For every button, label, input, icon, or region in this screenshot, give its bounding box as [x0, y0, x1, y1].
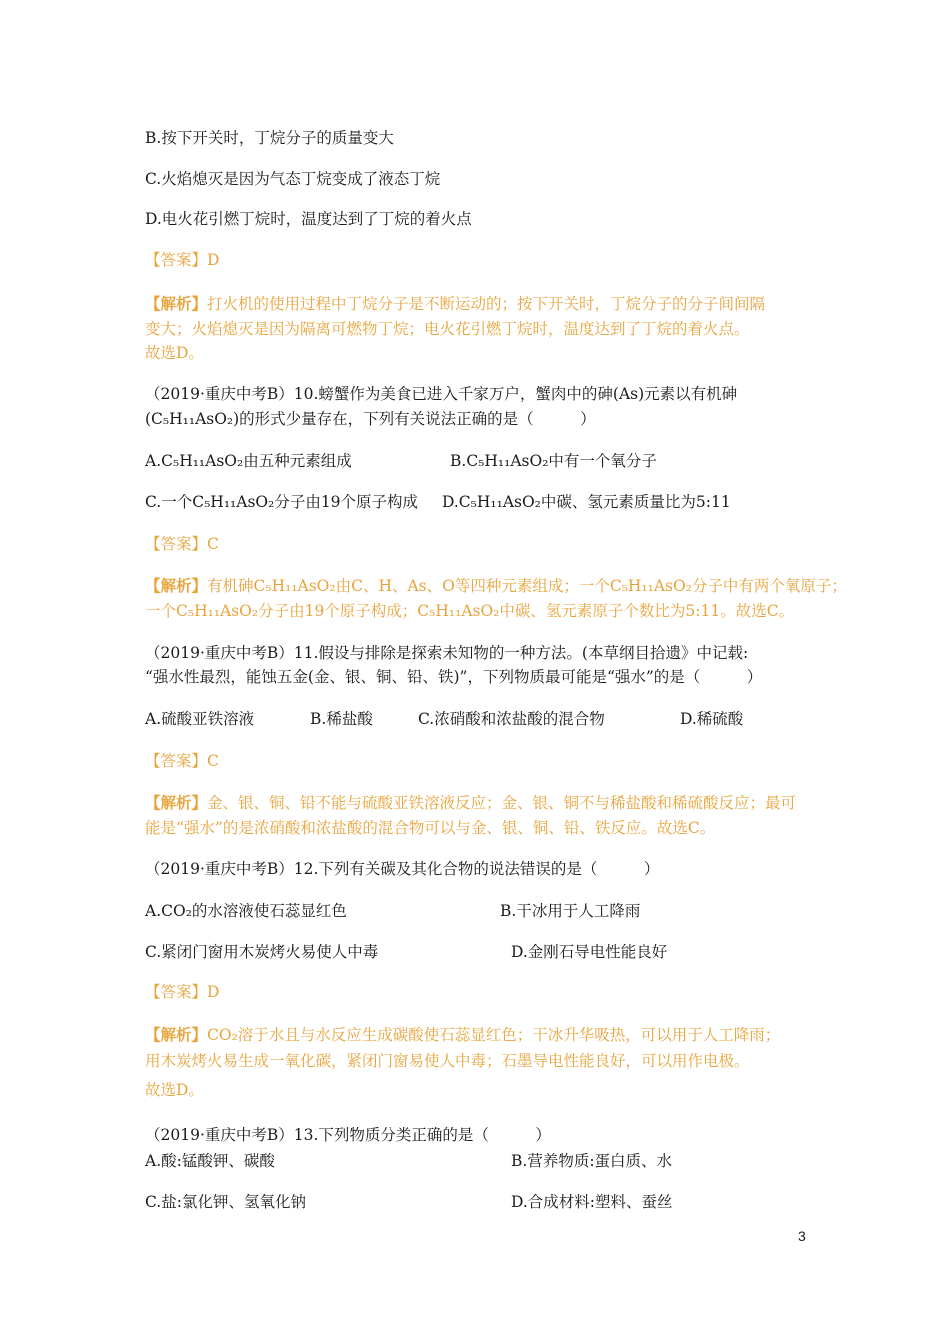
analysis-q10-line2: 一个C₅H₁₁AsO₂分子由19个原子构成；C₅H₁₁AsO₂中碳、氢元素原子个数比为5:11。故选C。 — [145, 602, 795, 620]
option-a-q10: A.C₅H₁₁AsO₂由五种元素组成 — [145, 452, 352, 470]
analysis-q12-line3: 故选D。 — [145, 1081, 204, 1099]
analysis-q9-line1 — [145, 293, 765, 315]
question-12: （2019·重庆中考B）12.下列有关碳及其化合物的说法错误的是（ ） — [145, 860, 660, 878]
option-d-q10: D.C₅H₁₁AsO₂中碳、氢元素质量比为5:11 — [442, 493, 731, 511]
option-c-q12: C.紧闭门窗用木炭烤火易使人中毒 — [145, 943, 379, 961]
analysis-text: CO₂溶于水且与水反应生成碳酸使石蕊显红色；干冰升华吸热，可以用于人工降雨； — [207, 1026, 781, 1044]
analysis-label: 【解析】 — [145, 294, 208, 313]
analysis-text: 金、银、铜、铅不能与硫酸亚铁溶液反应；金、银、铜不与稀盐酸和稀硫酸反应；最可 — [207, 794, 797, 812]
question-13: （2019·重庆中考B）13.下列物质分类正确的是（ ） — [145, 1126, 551, 1144]
analysis-q11-line2: 能是“强水”的是浓硝酸和浓盐酸的混合物可以与金、银、铜、铅、铁反应。故选C。 — [145, 819, 716, 837]
page-number: 3 — [798, 1228, 806, 1244]
option-b-q10: B.C₅H₁₁AsO₂中有一个氧分子 — [450, 452, 657, 470]
option-d-q11: D.稀硫酸 — [680, 710, 744, 728]
question-10-line2: (C₅H₁₁AsO₂)的形式少量存在，下列有关说法正确的是（ ） — [145, 410, 596, 428]
analysis-q9-line3: 故选D。 — [145, 344, 204, 362]
answer-q11: 【答案】C — [145, 752, 219, 770]
analysis-text: 打火机的使用过程中丁烷分子是不断运动的；按下开关时，丁烷分子的分子间间隔 — [207, 295, 766, 313]
option-a-q13: A.酸:锰酸钾、碳酸 — [145, 1152, 275, 1170]
option-a-q11: A.硫酸亚铁溶液 — [145, 710, 255, 728]
option-d-q9: D.电火花引燃丁烷时，温度达到了丁烷的着火点 — [145, 210, 472, 228]
answer-q12: 【答案】D — [145, 983, 220, 1001]
option-c-q9: C.火焰熄灭是因为气态丁烷变成了液态丁烷 — [145, 170, 441, 188]
analysis-text: 有机砷C₅H₁₁AsO₂由C、H、As、O等四种元素组成；一个C₅H₁₁AsO₂分子中有两个氧原子； — [207, 577, 847, 595]
analysis-q10-line1 — [145, 575, 847, 597]
question-11-line2: “强水性最烈，能蚀五金(金、银、铜、铅、铁)”，下列物质最可能是“强水”的是（ ） — [145, 668, 763, 686]
question-11-line1: （2019·重庆中考B）11.假设与排除是探索未知物的一种方法。(本草纲目拾遗》中记载: — [145, 644, 749, 662]
option-a-q12: A.CO₂的水溶液使石蕊显红色 — [145, 902, 347, 920]
analysis-label: 【解析】 — [145, 793, 208, 812]
option-b-q13: B.营养物质:蛋白质、水 — [511, 1152, 673, 1170]
analysis-label: 【解析】 — [145, 1025, 208, 1044]
question-10-line1: （2019·重庆中考B）10.螃蟹作为美食已进入千家万户，蟹肉中的砷(As)元素以有机砷 — [145, 385, 738, 403]
option-c-q10: C.一个C₅H₁₁AsO₂分子由19个原子构成 — [145, 493, 419, 511]
analysis-q11-line1 — [145, 792, 796, 814]
option-b-q12: B.干冰用于人工降雨 — [500, 902, 641, 920]
option-c-q11: C.浓硝酸和浓盐酸的混合物 — [418, 710, 605, 728]
analysis-q9-line2: 变大；火焰熄灭是因为隔离可燃物丁烷；电火花引燃丁烷时，温度达到了丁烷的着火点。 — [145, 320, 750, 338]
option-b-q11: B.稀盐酸 — [310, 710, 373, 728]
analysis-q12-line1 — [145, 1024, 780, 1046]
option-d-q12: D.金刚石导电性能良好 — [511, 943, 668, 961]
option-c-q13: C.盐:氯化钾、氢氧化钠 — [145, 1193, 306, 1211]
answer-q10: 【答案】C — [145, 535, 219, 553]
option-d-q13: D.合成材料:塑料、蚕丝 — [511, 1193, 673, 1211]
analysis-label: 【解析】 — [145, 576, 208, 595]
answer-q9: 【答案】D — [145, 251, 220, 269]
analysis-q12-line2: 用木炭烤火易生成一氧化碳，紧闭门窗易使人中毒；石墨导电性能良好，可以用作电极。 — [145, 1052, 750, 1070]
option-b-q9: B.按下开关时，丁烷分子的质量变大 — [145, 129, 394, 147]
